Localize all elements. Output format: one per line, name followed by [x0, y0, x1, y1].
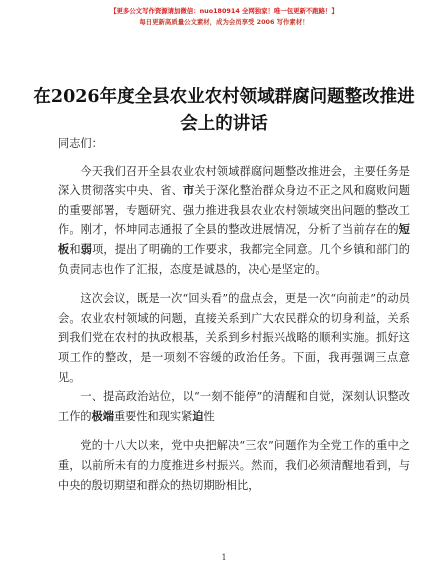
body-paragraph [58, 436, 410, 495]
body-paragraph [58, 387, 410, 426]
salutation: 同志们： [58, 137, 103, 150]
document-title: 在2026年度全县农业农村领域群腐问题整改推进会上的讲话 [33, 87, 415, 134]
paragraph-text: 性 [203, 409, 215, 423]
paragraph-text: 一、提高政治站位，以“一刻不能停”的清醒和自觉，深刻认识整改工作的 [58, 390, 410, 423]
paragraph-container [58, 162, 410, 496]
paragraph-text: 今天我们召开全县农业农村领域群腐问题整改推进会，主要任务是深入贯彻落实中央、省、 [58, 164, 410, 198]
body-paragraph [58, 162, 410, 280]
paragraph-text: 项，提出了明确的工作要求，我都完全同意。几个乡镇和部门的负责同志也作了汇报，态度是诚恳的，决心是坚定的。 [58, 242, 410, 276]
emphasized-text: 极端 [91, 408, 114, 423]
emphasized-text: 市 [182, 183, 195, 198]
emphasized-text: 短板 [58, 222, 410, 256]
paragraph-text: 党的十八大以来，党中央把解决“三农”问题作为全党工作的重中之重，以前所未有的力度推进乡村振兴。然而，我们必须清醒地看到，与中央的殷切期望和群众的热切期盼相比， [58, 439, 410, 492]
paragraph-text: 重要性和现实紧 [113, 409, 193, 423]
paragraph-text: 关于深化整治群众身边不正之风和腐败问题的重要部署，专题研究、强力推进我县农业农村领域突出问题的整改工作。刚才，怀坤同志通报了全县的整改进展情况，分析了当前存在的 [58, 184, 410, 237]
emphasized-text: 弱 [80, 241, 93, 256]
body-paragraph [58, 289, 410, 387]
promo-banner-line-2: 每日更新高质量公文素材，成为会员享受 2006 写作素材！ [139, 18, 309, 26]
promo-banner-line-1: 【更多公文写作资源请加微信：nuo180914 全网独家！唯一包更新不跑路！】 [110, 7, 338, 15]
paragraph-text: 这次会议，既是一次“回头看”的盘点会，更是一次“向前走”的动员会。农业农村领域的问题，直接关系到广大农民群众的切身利益，关系到我们党在农村的执政根基，关系到乡村振兴战略的顺利实施。抓好这项工作的整改，是一项刻不容缓的政治任务。下面，我再强调三点意见。 [58, 292, 410, 384]
paragraph-text: 和 [69, 242, 81, 256]
document-body [58, 134, 410, 495]
emphasized-text: 迫 [192, 408, 204, 423]
page-number: 1 [221, 553, 227, 562]
